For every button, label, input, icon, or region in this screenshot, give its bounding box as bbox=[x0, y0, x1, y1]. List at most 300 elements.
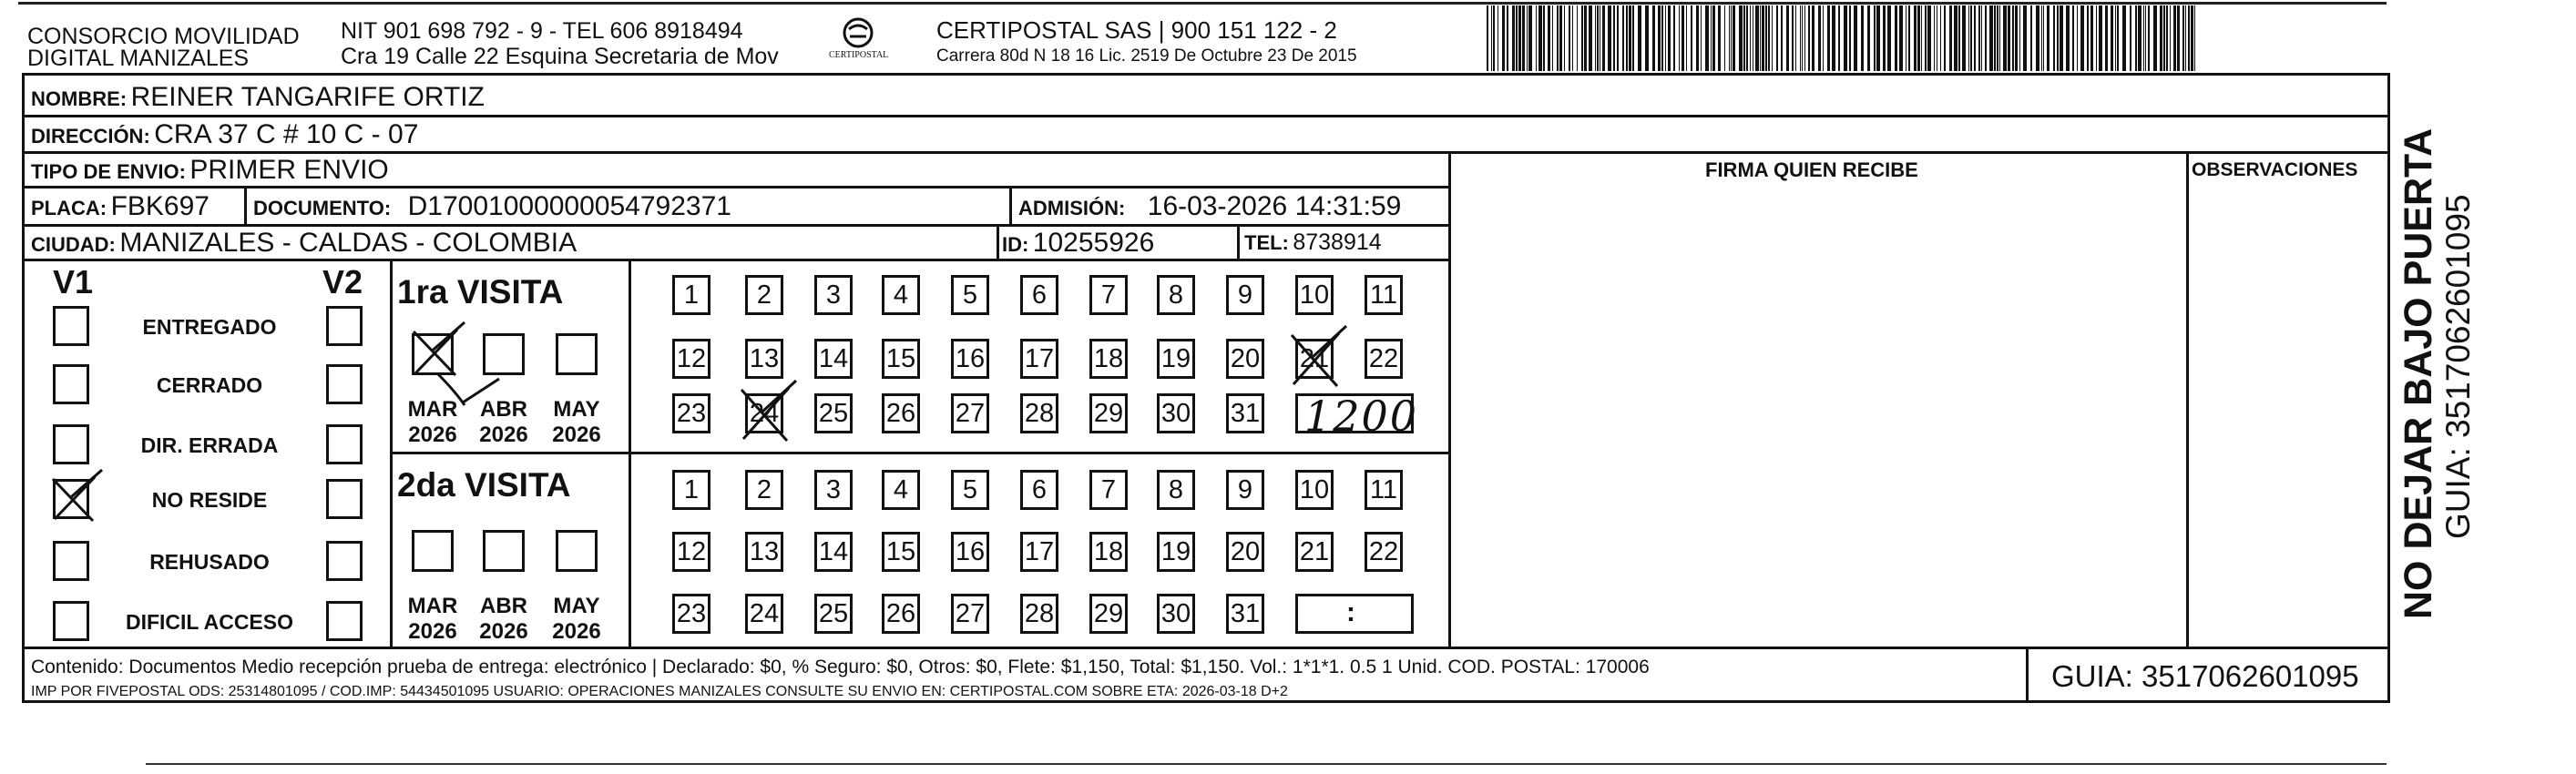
barcode-bar bbox=[1584, 5, 1587, 71]
barcode-bar bbox=[1613, 5, 1615, 71]
barcode-bar bbox=[1795, 5, 1796, 71]
barcode-bar bbox=[1569, 5, 1570, 71]
barcode-bar bbox=[2023, 5, 2027, 71]
barcode-bar bbox=[1927, 5, 1931, 71]
barcode-bar bbox=[2060, 5, 2063, 71]
barcode-bar bbox=[1760, 5, 1761, 71]
day-box[interactable]: 2 bbox=[745, 275, 783, 315]
barcode-bar bbox=[1968, 5, 1969, 71]
day-box[interactable]: 12 bbox=[672, 532, 710, 572]
reason-label: DIR. ERRADA bbox=[140, 433, 279, 457]
admision-row bbox=[1018, 193, 1401, 220]
barcode-bar bbox=[1808, 5, 1810, 71]
barcode-bar bbox=[1577, 5, 1578, 71]
day-box[interactable]: 18 bbox=[1089, 339, 1128, 379]
barcode-bar bbox=[1682, 5, 1684, 71]
day-box[interactable]: 15 bbox=[882, 339, 920, 379]
barcode-bar bbox=[1876, 5, 1880, 71]
barcode-bar bbox=[1997, 5, 1998, 71]
ciudad-label: CIUDAD: bbox=[31, 233, 116, 256]
barcode-bar bbox=[1812, 5, 1814, 71]
month-checkbox[interactable] bbox=[556, 333, 598, 375]
day-box[interactable]: 14 bbox=[814, 532, 853, 572]
barcode-bar bbox=[2166, 5, 2168, 71]
barcode-bar bbox=[2163, 5, 2165, 71]
handwritten-check-mark bbox=[51, 475, 97, 523]
barcode-bar bbox=[2182, 5, 2184, 71]
month-name: ABR bbox=[480, 397, 527, 422]
barcode-bar bbox=[1733, 5, 1735, 71]
day-box[interactable]: 10 bbox=[1295, 470, 1334, 510]
day-box[interactable]: 4 bbox=[882, 470, 920, 510]
tipo-envio-label: TIPO DE ENVIO: bbox=[31, 160, 186, 183]
barcode-bar bbox=[1512, 5, 1515, 71]
barcode-bar bbox=[1768, 5, 1770, 71]
barcode-bar bbox=[1712, 5, 1715, 71]
barcode-bar bbox=[1711, 5, 1712, 71]
first-visit-title: 1ra VISITA bbox=[397, 273, 564, 311]
month-name: MAY bbox=[553, 594, 600, 618]
barcode-bar bbox=[1632, 5, 1634, 71]
barcode-bar bbox=[2077, 5, 2078, 71]
nombre-row bbox=[31, 84, 485, 111]
month-year: 2026 bbox=[408, 618, 457, 644]
reason-label: REHUSADO bbox=[149, 550, 270, 574]
v1-header: V1 bbox=[53, 263, 94, 300]
day-box[interactable]: 1 bbox=[672, 470, 710, 510]
barcode-bar bbox=[1536, 5, 1537, 71]
barcode-bar bbox=[1527, 5, 1528, 71]
barcode-bar bbox=[1765, 5, 1767, 71]
barcode-bar bbox=[1854, 5, 1857, 71]
barcode-bar bbox=[1691, 5, 1692, 71]
reason-label: ENTREGADO bbox=[142, 315, 277, 339]
barcode-bar bbox=[2047, 5, 2050, 71]
v2-checkbox[interactable] bbox=[326, 541, 363, 581]
barcode-bar bbox=[1827, 5, 1830, 71]
day-box[interactable]: 24 bbox=[745, 594, 783, 634]
documento-row bbox=[253, 193, 731, 220]
header-barcode bbox=[1487, 5, 2206, 71]
barcode-bar bbox=[1776, 5, 1778, 71]
side-guia: GUIA: 3517062601095 bbox=[2439, 194, 2477, 539]
barcode-bar bbox=[1934, 5, 1935, 71]
barcode-bar bbox=[1940, 5, 1941, 71]
barcode-bar bbox=[1746, 5, 1748, 71]
day-box[interactable]: 9 bbox=[1226, 275, 1264, 315]
barcode-bar bbox=[1999, 5, 2000, 71]
barcode-bar bbox=[1874, 5, 1876, 71]
barcode-bar bbox=[2099, 5, 2102, 71]
day-box[interactable]: 6 bbox=[1020, 275, 1058, 315]
documento-value: D17001000000054792371 bbox=[407, 191, 731, 221]
day-box[interactable]: 12 bbox=[672, 339, 710, 379]
barcode-bar bbox=[1914, 5, 1917, 71]
barcode-bar bbox=[2122, 5, 2126, 71]
barcode-bar bbox=[1589, 5, 1592, 71]
barcode-bar bbox=[1696, 5, 1699, 71]
v2-header: V2 bbox=[322, 263, 363, 300]
month-year: 2026 bbox=[479, 422, 528, 447]
nombre-label: NOMBRE: bbox=[31, 87, 128, 110]
barcode-bar bbox=[1970, 5, 1972, 71]
day-box[interactable]: 16 bbox=[951, 532, 989, 572]
barcode-bar bbox=[2012, 5, 2014, 71]
barcode-bar bbox=[1673, 5, 1675, 71]
barcode-bar bbox=[2015, 5, 2018, 71]
day-box[interactable]: 23 bbox=[672, 393, 710, 433]
barcode-bar bbox=[1548, 5, 1550, 71]
barcode-bar bbox=[1750, 5, 1751, 71]
day-box[interactable]: 20 bbox=[1226, 339, 1264, 379]
day-box[interactable]: 11 bbox=[1365, 470, 1403, 510]
v2-checkbox[interactable] bbox=[326, 364, 363, 404]
barcode-bar bbox=[1658, 5, 1661, 71]
barcode-bar bbox=[1823, 5, 1824, 71]
second-time-placeholder: : bbox=[1346, 597, 1355, 627]
day-box[interactable]: 5 bbox=[951, 275, 989, 315]
barcode-bar bbox=[1528, 5, 1532, 71]
company-line-2: DIGITAL MANIZALES bbox=[27, 46, 250, 71]
tel-value: 8738914 bbox=[1293, 229, 1382, 255]
day-box[interactable]: 13 bbox=[745, 532, 783, 572]
v2-checkbox[interactable] bbox=[326, 601, 363, 641]
handwritten-check-mark bbox=[740, 386, 791, 443]
barcode-bar bbox=[1849, 5, 1851, 71]
reason-label: DIFICIL ACCESO bbox=[125, 610, 293, 634]
barcode-bar bbox=[2145, 5, 2146, 71]
day-box[interactable]: 1 bbox=[672, 275, 710, 315]
day-box[interactable]: 2 bbox=[745, 470, 783, 510]
day-box[interactable]: 19 bbox=[1157, 339, 1195, 379]
barcode-bar bbox=[2066, 5, 2070, 71]
barcode-bar bbox=[1978, 5, 1980, 71]
day-box[interactable]: 30 bbox=[1157, 594, 1195, 634]
barcode-bar bbox=[1581, 5, 1583, 71]
v1-checkbox[interactable] bbox=[53, 601, 89, 641]
barcode-bar bbox=[2170, 5, 2171, 71]
barcode-bar bbox=[1729, 5, 1730, 71]
barcode-bar bbox=[1867, 5, 1870, 71]
day-box[interactable]: 16 bbox=[951, 339, 989, 379]
placa-row bbox=[31, 193, 210, 220]
v1-checkbox[interactable] bbox=[53, 424, 89, 464]
day-box[interactable]: 9 bbox=[1226, 470, 1264, 510]
barcode-bar bbox=[2194, 5, 2195, 71]
barcode-bar bbox=[1844, 5, 1847, 71]
barcode-bar bbox=[1557, 5, 1559, 71]
barcode-bar bbox=[1595, 5, 1596, 71]
barcode-bar bbox=[2135, 5, 2137, 71]
day-box[interactable]: 10 bbox=[1295, 275, 1334, 315]
barcode-bar bbox=[1538, 5, 1542, 71]
month-year: 2026 bbox=[552, 422, 601, 447]
day-box[interactable]: 4 bbox=[882, 275, 920, 315]
barcode-bar bbox=[2080, 5, 2084, 71]
day-box[interactable]: 8 bbox=[1157, 470, 1195, 510]
barcode-bar bbox=[2115, 5, 2116, 71]
barcode-bar bbox=[1917, 5, 1920, 71]
barcode-bar bbox=[1925, 5, 1927, 71]
day-box[interactable]: 30 bbox=[1157, 393, 1195, 433]
barcode-bar bbox=[1487, 5, 1488, 71]
day-box[interactable]: 24 bbox=[745, 393, 783, 433]
reason-label: NO RESIDE bbox=[151, 488, 268, 512]
carrier-line-1: CERTIPOSTAL SAS | 900 151 122 - 2 bbox=[936, 16, 1337, 44]
barcode-bar bbox=[1608, 5, 1611, 71]
month-name: MAY bbox=[553, 397, 600, 422]
barcode-bar bbox=[2090, 5, 2093, 71]
day-box[interactable]: 27 bbox=[951, 594, 989, 634]
day-box[interactable]: 27 bbox=[951, 393, 989, 433]
day-box[interactable]: 19 bbox=[1157, 532, 1195, 572]
barcode-bar bbox=[1661, 5, 1663, 71]
barcode-bar bbox=[2111, 5, 2113, 71]
direccion-row bbox=[31, 121, 418, 148]
barcode-bar bbox=[1602, 5, 1605, 71]
day-box[interactable]: 26 bbox=[882, 393, 920, 433]
barcode-bar bbox=[1949, 5, 1952, 71]
barcode-bar bbox=[1622, 5, 1624, 71]
month-name: MAR bbox=[407, 397, 458, 422]
day-box[interactable]: 20 bbox=[1226, 532, 1264, 572]
day-box[interactable]: 18 bbox=[1089, 532, 1128, 572]
barcode-bar bbox=[1958, 5, 1960, 71]
day-box[interactable]: 22 bbox=[1365, 532, 1403, 572]
guia-box-text: GUIA: 3517062601095 bbox=[2051, 659, 2359, 693]
day-box[interactable]: 25 bbox=[814, 393, 853, 433]
day-box[interactable]: 6 bbox=[1020, 470, 1058, 510]
month-checkbox[interactable] bbox=[556, 530, 598, 572]
handwritten-stroke bbox=[428, 337, 537, 410]
barcode-bar bbox=[2030, 5, 2032, 71]
barcode-bar bbox=[1543, 5, 1545, 71]
handwritten-time bbox=[1297, 388, 1461, 443]
day-box[interactable]: 26 bbox=[882, 594, 920, 634]
barcode-bar bbox=[1617, 5, 1619, 71]
barcode-bar bbox=[2177, 5, 2180, 71]
barcode-bar bbox=[2185, 5, 2186, 71]
carrier-line-2: Carrera 80d N 18 16 Lic. 2519 De Octubre 23 De 2015 bbox=[936, 46, 1357, 66]
barcode-bar bbox=[2008, 5, 2010, 71]
day-box[interactable]: 11 bbox=[1365, 275, 1403, 315]
barcode-bar bbox=[1491, 5, 1492, 71]
handwritten-check-mark bbox=[1290, 331, 1341, 388]
barcode-bar bbox=[1665, 5, 1666, 71]
barcode-bar bbox=[2036, 5, 2039, 71]
barcode-bar bbox=[1974, 5, 1976, 71]
day-box[interactable]: 21 bbox=[1295, 532, 1334, 572]
company-line-1: CONSORCIO MOVILIDAD bbox=[27, 24, 300, 49]
month-checkbox[interactable] bbox=[412, 530, 454, 572]
barcode-bar bbox=[1804, 5, 1805, 71]
barcode-bar bbox=[1652, 5, 1655, 71]
barcode-bar bbox=[2057, 5, 2059, 71]
barcode-bar bbox=[1781, 5, 1783, 71]
day-box[interactable]: 15 bbox=[882, 532, 920, 572]
top-rule bbox=[18, 2, 2387, 5]
barcode-bar bbox=[1838, 5, 1840, 71]
month-name: MAR bbox=[407, 594, 458, 618]
ciudad-row bbox=[31, 229, 577, 257]
day-box[interactable]: 7 bbox=[1089, 470, 1128, 510]
nombre-value: REINER TANGARIFE ORTIZ bbox=[130, 82, 485, 112]
barcode-bar bbox=[2003, 5, 2007, 71]
logo-caption: CERTIPOSTAL bbox=[829, 50, 889, 60]
barcode-bar bbox=[2148, 5, 2150, 71]
month-checkbox[interactable] bbox=[483, 530, 525, 572]
barcode-bar bbox=[1908, 5, 1910, 71]
admision-value: 16-03-2026 14:31:59 bbox=[1147, 191, 1402, 221]
day-box[interactable]: 28 bbox=[1020, 594, 1058, 634]
side-warning: NO DEJAR BAJO PUERTA bbox=[2397, 127, 2440, 619]
barcode-bar bbox=[1895, 5, 1897, 71]
bottom-rule bbox=[146, 763, 2387, 765]
day-box[interactable]: 3 bbox=[814, 470, 853, 510]
day-box[interactable]: 25 bbox=[814, 594, 853, 634]
barcode-bar bbox=[1944, 5, 1946, 71]
documento-label: DOCUMENTO: bbox=[253, 197, 392, 219]
barcode-bar bbox=[1743, 5, 1745, 71]
barcode-bar bbox=[1507, 5, 1508, 71]
barcode-bar bbox=[2130, 5, 2131, 71]
barcode-bar bbox=[2043, 5, 2044, 71]
barcode-bar bbox=[1572, 5, 1573, 71]
tipo-envio-value: PRIMER ENVIO bbox=[189, 155, 389, 185]
firma-header: FIRMA QUIEN RECIBE bbox=[1705, 158, 1918, 181]
v1-checkbox[interactable] bbox=[53, 541, 89, 581]
barcode-bar bbox=[1921, 5, 1922, 71]
day-box[interactable]: 17 bbox=[1020, 532, 1058, 572]
v1-checkbox[interactable] bbox=[53, 364, 89, 404]
day-box[interactable]: 28 bbox=[1020, 393, 1058, 433]
barcode-bar bbox=[1786, 5, 1789, 71]
tel-row bbox=[1244, 231, 1382, 254]
month-label bbox=[547, 397, 607, 447]
day-box[interactable]: 17 bbox=[1020, 339, 1058, 379]
barcode-bar bbox=[1802, 5, 1803, 71]
barcode-bar bbox=[1861, 5, 1864, 71]
v2-checkbox[interactable] bbox=[326, 479, 363, 519]
barcode-bar bbox=[2143, 5, 2144, 71]
barcode-bar bbox=[2053, 5, 2055, 71]
placa-value: FBK697 bbox=[110, 191, 210, 221]
placa-label: PLACA: bbox=[31, 197, 107, 219]
barcode-bar bbox=[1989, 5, 1993, 71]
barcode-bar bbox=[1493, 5, 1495, 71]
barcode-bar bbox=[1705, 5, 1709, 71]
barcode-bar bbox=[1772, 5, 1773, 71]
barcode-bar bbox=[2087, 5, 2089, 71]
month-name: ABR bbox=[480, 594, 527, 618]
barcode-bar bbox=[1792, 5, 1794, 71]
barcode-bar bbox=[1887, 5, 1891, 71]
observaciones-header: OBSERVACIONES bbox=[2192, 159, 2358, 180]
barcode-bar bbox=[1994, 5, 1996, 71]
barcode-bar bbox=[2191, 5, 2193, 71]
barcode-bar bbox=[1564, 5, 1565, 71]
barcode-bar bbox=[2138, 5, 2142, 71]
tipo-envio-row bbox=[31, 157, 389, 184]
day-box[interactable]: 14 bbox=[814, 339, 853, 379]
barcode-bar bbox=[1597, 5, 1599, 71]
certipostal-logo bbox=[822, 13, 894, 69]
barcode-bar bbox=[2188, 5, 2190, 71]
day-box[interactable]: 3 bbox=[814, 275, 853, 315]
barcode-bar bbox=[2041, 5, 2042, 71]
day-box[interactable]: 31 bbox=[1226, 594, 1264, 634]
address-line: Cra 19 Calle 22 Esquina Secretaria de Mov bbox=[341, 44, 779, 69]
barcode-bar bbox=[2117, 5, 2119, 71]
barcode-bar bbox=[1668, 5, 1671, 71]
barcode-bar bbox=[1552, 5, 1553, 71]
reason-label: CERRADO bbox=[156, 373, 263, 397]
imp-line: IMP POR FIVEPOSTAL ODS: 25314801095 / COD.IMP: 54434501095 USUARIO: OPERACIONES MANIZALES CONSULTE SU ENVIO EN: CERTIPOSTAL.COM SOBRE ETA: 2026-03-18 D+2 bbox=[31, 684, 1288, 699]
barcode-bar bbox=[1629, 5, 1631, 71]
barcode-bar bbox=[1522, 5, 1525, 71]
day-box[interactable]: 29 bbox=[1089, 393, 1128, 433]
month-label bbox=[403, 594, 463, 644]
month-year: 2026 bbox=[479, 618, 528, 644]
day-box[interactable]: 23 bbox=[672, 594, 710, 634]
barcode-bar bbox=[1954, 5, 1958, 71]
barcode-bar bbox=[1962, 5, 1966, 71]
admision-label: ADMISIÓN: bbox=[1018, 197, 1126, 219]
v2-checkbox[interactable] bbox=[326, 306, 363, 346]
barcode-bar bbox=[1981, 5, 1982, 71]
barcode-bar bbox=[1516, 5, 1518, 71]
barcode-bar bbox=[1899, 5, 1903, 71]
barcode-bar bbox=[1739, 5, 1743, 71]
month-label bbox=[474, 594, 534, 644]
barcode-bar bbox=[2160, 5, 2162, 71]
barcode-bar bbox=[1645, 5, 1649, 71]
day-box[interactable]: 5 bbox=[951, 470, 989, 510]
barcode-bar bbox=[1724, 5, 1725, 71]
day-box[interactable]: 31 bbox=[1226, 393, 1264, 433]
month-year: 2026 bbox=[408, 422, 457, 447]
month-year: 2026 bbox=[552, 618, 601, 644]
barcode-bar bbox=[1832, 5, 1835, 71]
barcode-bar bbox=[1626, 5, 1628, 71]
barcode-bar bbox=[1883, 5, 1886, 71]
barcode-bar bbox=[1559, 5, 1562, 71]
v1-checkbox[interactable] bbox=[53, 306, 89, 346]
barcode-bar bbox=[2105, 5, 2108, 71]
barcode-bar bbox=[1701, 5, 1702, 71]
barcode-bar bbox=[2153, 5, 2157, 71]
contenido-line: Contenido: Documentos Medio recepción prueba de entrega: electrónico | Declarado: $0, % Seguro: $0, Otros: $0, Flete: $1,150, Total: $1,150. Vol.: 1*1*1. 0.5 1 Unid. COD. POSTAL: 170006 bbox=[31, 657, 1650, 677]
day-box[interactable]: 22 bbox=[1365, 339, 1403, 379]
barcode-bar bbox=[2072, 5, 2074, 71]
barcode-bar bbox=[1762, 5, 1764, 71]
direccion-value: CRA 37 C # 10 C - 07 bbox=[154, 119, 419, 149]
second-visit-title: 2da VISITA bbox=[397, 466, 571, 504]
day-box[interactable]: 21 bbox=[1295, 339, 1334, 379]
direccion-label: DIRECCIÓN: bbox=[31, 125, 150, 148]
day-box[interactable]: 8 bbox=[1157, 275, 1195, 315]
day-box[interactable]: 7 bbox=[1089, 275, 1128, 315]
barcode-bar bbox=[2019, 5, 2020, 71]
v2-checkbox[interactable] bbox=[326, 424, 363, 464]
ciudad-value: MANIZALES - CALDAS - COLOMBIA bbox=[119, 228, 578, 258]
barcode-bar bbox=[1731, 5, 1732, 71]
nit-line: NIT 901 698 792 - 9 - TEL 606 8918494 bbox=[341, 18, 743, 44]
tel-label: TEL: bbox=[1244, 231, 1289, 254]
day-box[interactable]: 13 bbox=[745, 339, 783, 379]
day-box[interactable]: 29 bbox=[1089, 594, 1128, 634]
barcode-bar bbox=[1686, 5, 1687, 71]
